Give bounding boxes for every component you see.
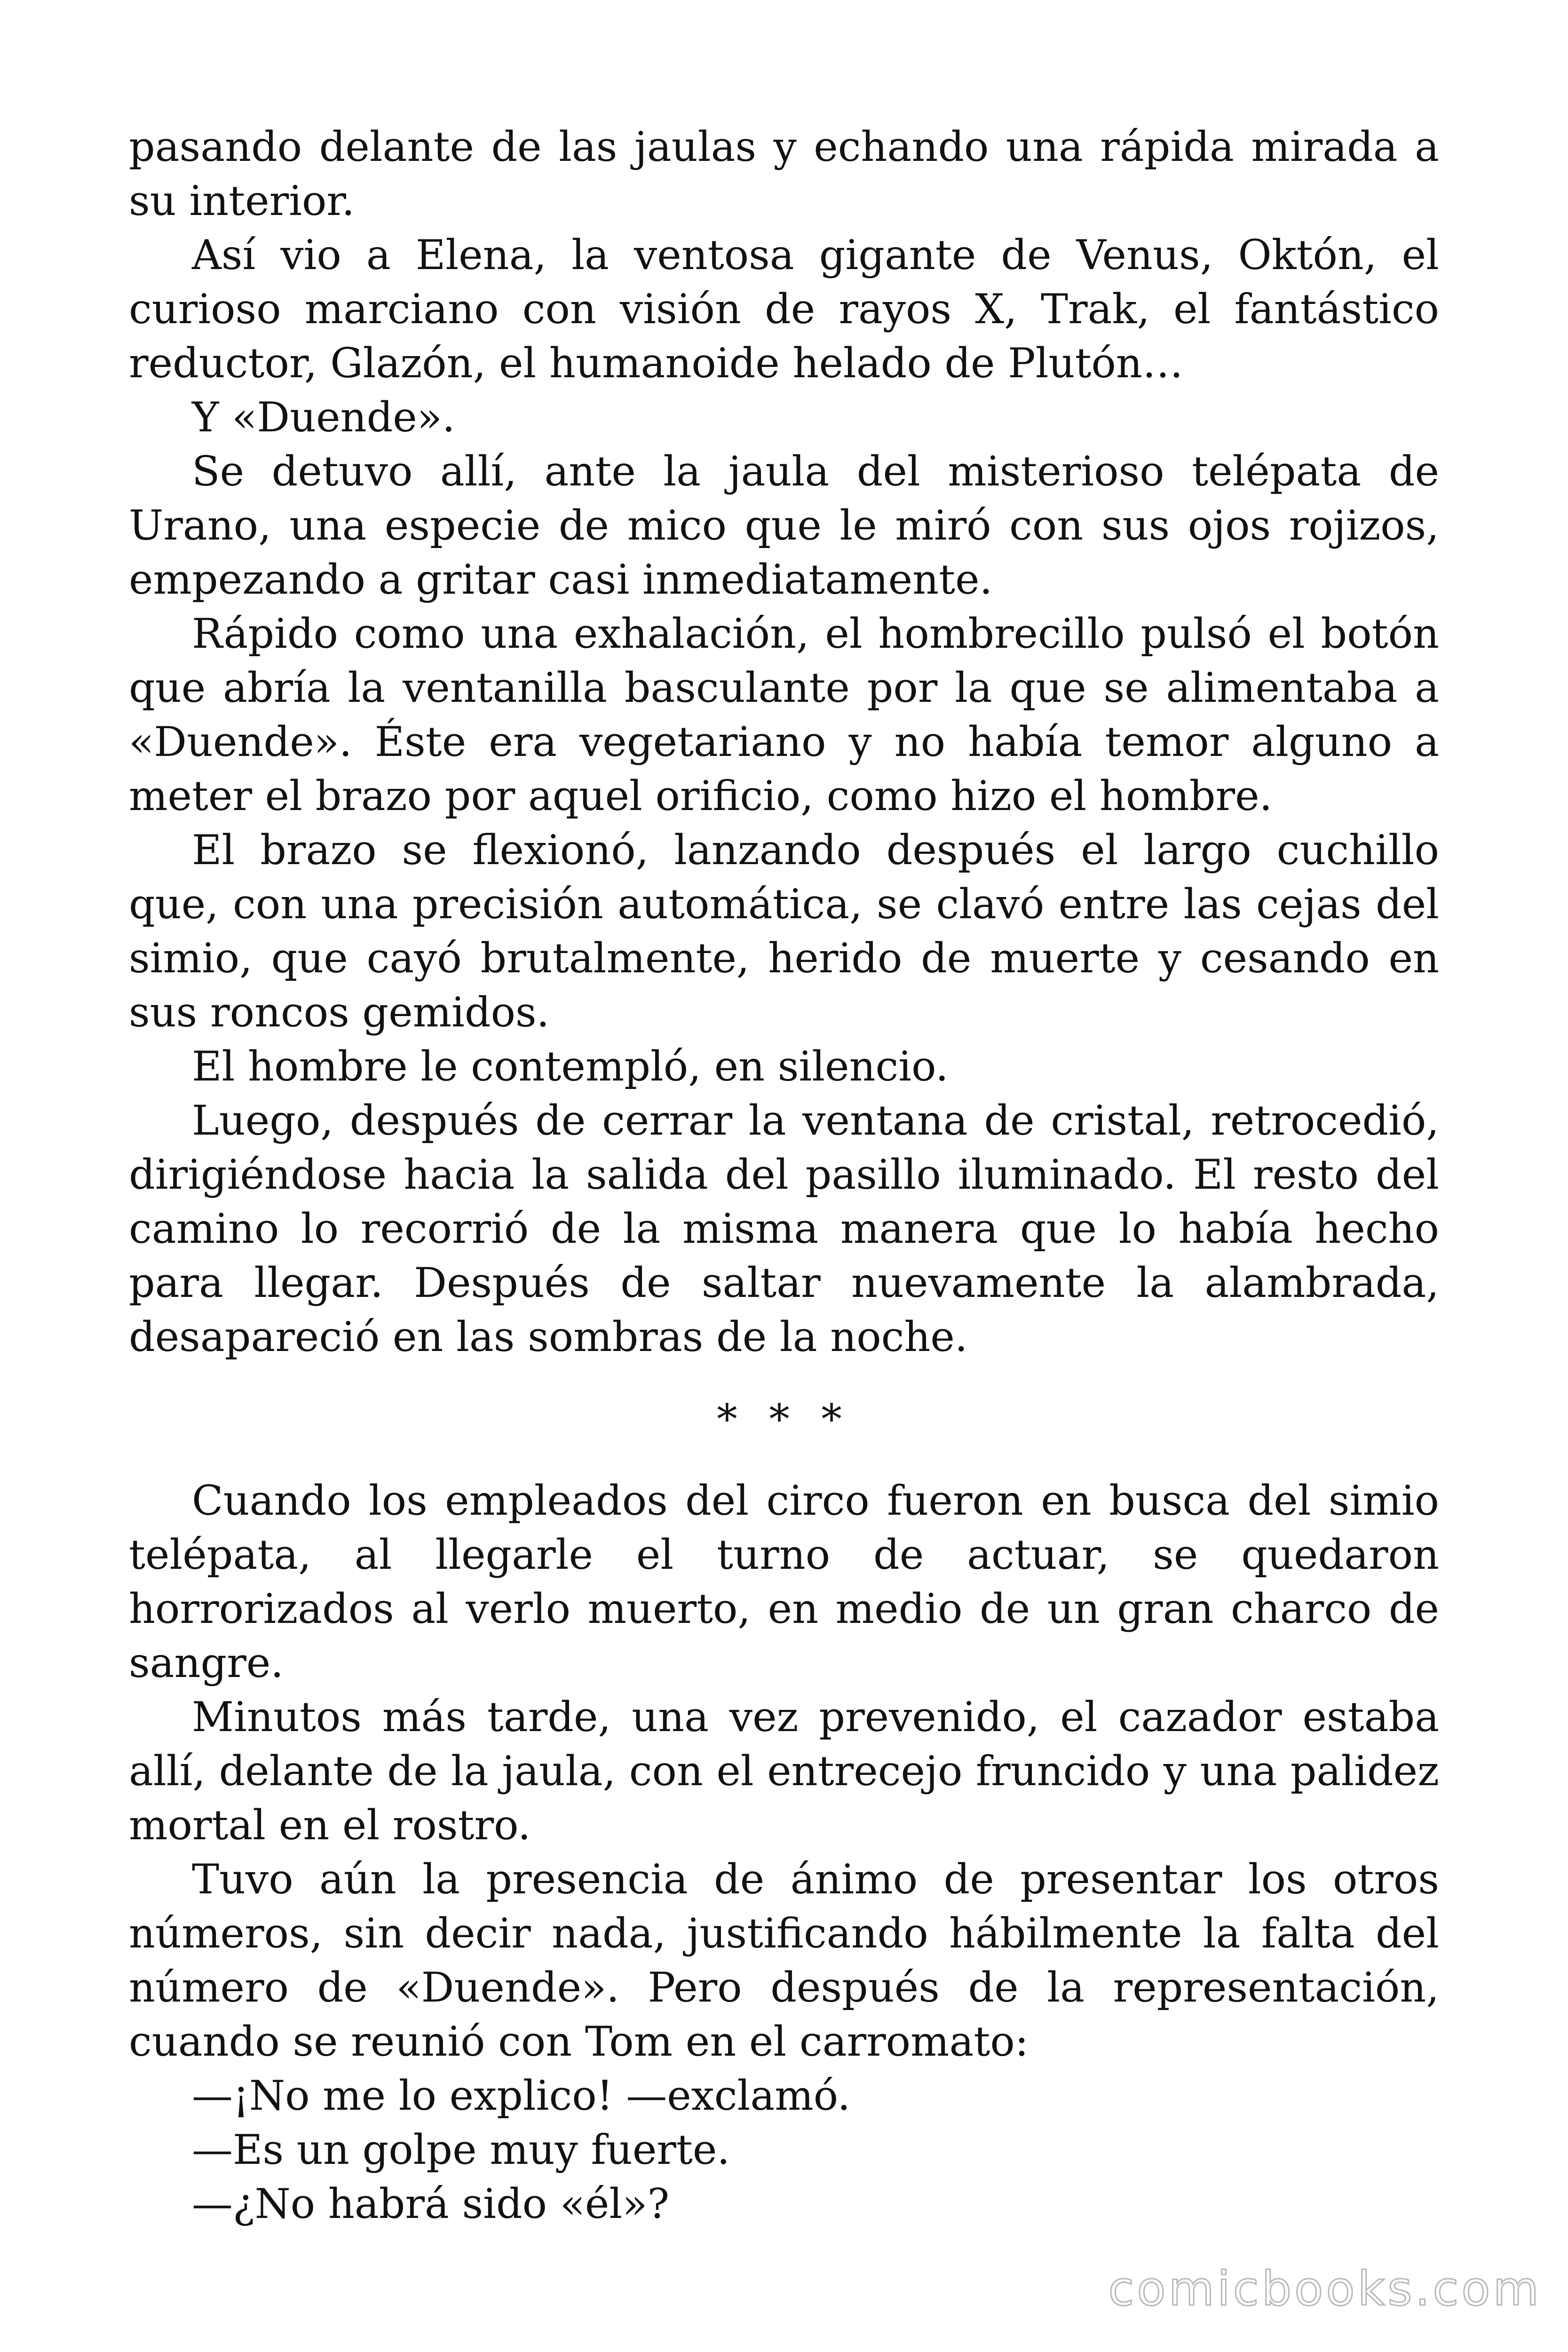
paragraph: El hombre le contempló, en silencio. xyxy=(192,1042,949,1090)
paragraph-continuation: pasando delante de las jaulas y echando una rápida mirada a su interior. xyxy=(129,123,1439,225)
dialogue-line: —¡No me lo explico! —exclamó. xyxy=(192,2072,851,2120)
book-page xyxy=(129,120,1439,2231)
paragraph: Minutos más tarde, una vez prevenido, el cazador estaba allí, delante de la jaula, con el entrecejo fruncido y una palidez mortal en el rostro. xyxy=(129,1693,1439,1849)
dialogue-line: —Es un golpe muy fuerte. xyxy=(192,2126,730,2174)
paragraph: Se detuvo allí, ante la jaula del misterioso telépata de Urano, una especie de mico que le miró con sus ojos rojizos, empezando a gritar casi inmediatamente. xyxy=(129,447,1439,604)
paragraph: El brazo se flexionó, lanzando después el largo cuchillo que, con una precisión automática, se clavó entre las cejas del simio, que cayó brutalmente, herido de muerte y cesando en sus roncos gemidos. xyxy=(129,826,1439,1036)
paragraph: Y «Duende». xyxy=(192,393,455,441)
paragraph: Cuando los empleados del circo fueron en busca del simio telépata, al llegarle el turno de actuar, se quedaron horrorizados al verlo muerto, en medio de un gran charco de sangre. xyxy=(129,1477,1439,1687)
dialogue-line: —¿No habrá sido «él»? xyxy=(192,2180,670,2228)
scene-separator: * * * xyxy=(717,1395,851,1443)
paragraph: Luego, después de cerrar la ventana de cristal, retrocedió, dirigiéndose hacia la salida del pasillo iluminado. El resto del camino lo recorrió de la misma manera que lo había hecho para llegar. Después de saltar nuevamente la alambrada, desapareció en las sombras de la noche. xyxy=(129,1097,1439,1361)
watermark: comicbooks.com xyxy=(1108,2261,1542,2316)
paragraph: Así vio a Elena, la ventosa gigante de Venus, Októn, el curioso marciano con visión de rayos X, Trak, el fantástico reductor, Glazón, el humanoide helado de Plutón… xyxy=(129,231,1439,387)
paragraph: Tuvo aún la presencia de ánimo de presentar los otros números, sin decir nada, justificando hábilmente la falta del número de «Duende». Pero después de la representación, cuando se reunió con Tom en el carromato: xyxy=(129,1855,1439,2066)
paragraph: Rápido como una exhalación, el hombrecillo pulsó el botón que abría la ventanilla basculante por la que se alimentaba a «Duende». Éste era vegetariano y no había temor alguno a meter el brazo por aquel orificio, como hizo el hombre. xyxy=(129,610,1439,820)
